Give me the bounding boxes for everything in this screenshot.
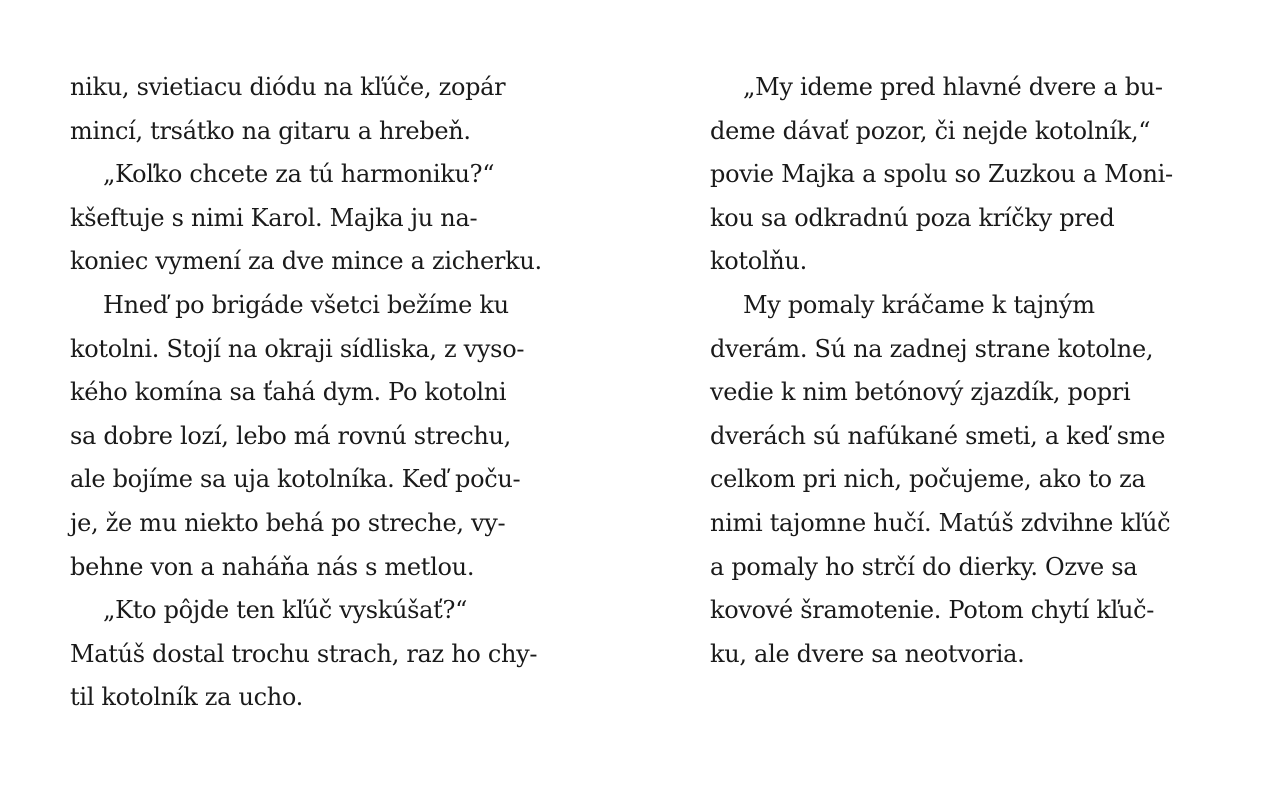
text-line: dverám. Sú na zadnej strane kotolne, xyxy=(710,334,1154,363)
text-line: Hneď po brigáde všetci bežíme ku xyxy=(103,290,509,319)
text-line: ale bojíme sa uja kotolníka. Keď poču- xyxy=(70,465,521,494)
text-line: deme dávať pozor, či nejde kotolník,“ xyxy=(710,116,1151,145)
text-line: ku, ale dvere sa neotvoria. xyxy=(710,639,1025,668)
text-line: Matúš dostal trochu strach, raz ho chy- xyxy=(70,639,538,668)
text-line: mincí, trsátko na gitaru a hrebeň. xyxy=(70,116,471,145)
text-line: kou sa odkradnú poza kríčky pred xyxy=(710,203,1115,232)
text-line: celkom pri nich, počujeme, ako to za xyxy=(710,465,1146,494)
text-line: „Kto pôjde ten kľúč vyskúšať?“ xyxy=(103,596,468,625)
text-line: koniec vymení za dve mince a zicherku. xyxy=(70,247,542,276)
text-line: sa dobre lozí, lebo má rovnú strechu, xyxy=(70,421,511,450)
right-page xyxy=(710,66,1230,676)
text-line: vedie k nim betónový zjazdík, popri xyxy=(710,378,1131,407)
text-line: kého komína sa ťahá dym. Po kotolni xyxy=(70,378,507,407)
text-line: kovové šramotenie. Potom chytí kľuč- xyxy=(710,596,1155,625)
text-line: povie Majka a spolu so Zuzkou a Moni- xyxy=(710,160,1173,189)
text-line: niku, svietiacu diódu na kľúče, zopár xyxy=(70,73,506,101)
text-line: dverách sú nafúkané smeti, a keď sme xyxy=(710,421,1166,450)
text-line: til kotolník za ucho. xyxy=(70,683,303,712)
text-line: je, že mu niekto behá po streche, vy- xyxy=(70,508,506,537)
text-line: behne von a naháňa nás s metlou. xyxy=(70,552,475,581)
text-line: a pomaly ho strčí do dierky. Ozve sa xyxy=(710,552,1138,581)
text-line: kotolni. Stojí na okraji sídliska, z vyso- xyxy=(70,334,525,363)
text-line: „My ideme pred hlavné dvere a bu- xyxy=(743,73,1163,101)
text-line: My pomaly kráčame k tajným xyxy=(743,290,1095,319)
text-line: kotolňu. xyxy=(710,247,807,276)
text-line: kšeftuje s nimi Karol. Majka ju na- xyxy=(70,203,478,232)
left-page xyxy=(70,66,590,720)
text-line: „Koľko chcete za tú harmoniku?“ xyxy=(103,160,495,189)
text-line: nimi tajomne hučí. Matúš zdvihne kľúč xyxy=(710,508,1171,537)
